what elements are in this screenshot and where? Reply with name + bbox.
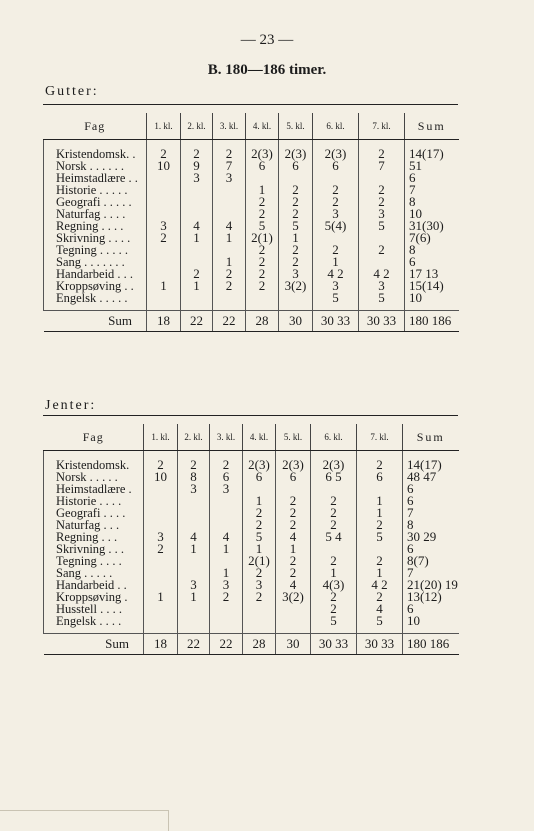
hours-cell: 2 [243,507,276,519]
subject-cell: Engelsk . . . . [44,615,144,634]
subject-cell: Naturfag . . . [44,519,144,531]
hours-cell: 2(3) [276,451,311,472]
hours-cell: 2 [357,519,403,531]
subject-cell: Norsk . . . . . [44,471,144,483]
total-cell: 22 [181,311,213,332]
hours-cell: 2 [210,591,243,603]
hours-cell: 2 [279,244,313,256]
table-row [44,140,459,161]
header-class: 4. kl. [243,424,276,451]
hours-cell [147,172,181,184]
header-class: 2. kl. [178,424,210,451]
hours-cell: 5 [357,531,403,543]
hours-cell: 3 [210,579,243,591]
sum-cell: 6 [405,256,459,268]
hours-cell: 4 [276,531,311,543]
hours-cell: 2 [313,244,359,256]
total-row [44,634,459,655]
hours-cell: 6 [279,160,313,172]
hours-cell [243,615,276,634]
subject-cell: Kroppsøving . . [44,280,147,292]
hours-cell [178,603,210,615]
hours-cell: 2 [213,280,246,292]
hours-cell: 3 [144,531,178,543]
hours-cell: 2 [213,268,246,280]
hours-cell: 3 [279,268,313,280]
hours-cell [144,555,178,567]
hours-cell: 2 [311,507,357,519]
sum-cell: 6 [405,172,459,184]
hours-cell [246,292,279,311]
subject-cell: Heimstadlære . [44,483,144,495]
hours-cell: 2 [210,451,243,472]
total-cell: 18 [147,311,181,332]
section-title-gutter: Gutter: [45,84,99,99]
hours-cell [213,292,246,311]
hours-cell: 6 [246,160,279,172]
total-cell: 22 [210,634,243,655]
page-number: — 23 — [240,32,294,48]
total-cell: 30 33 [357,634,403,655]
header-class: 5. kl. [279,113,313,140]
hours-cell [178,495,210,507]
hours-cell: 2 [276,555,311,567]
hours-cell: 7 [213,160,246,172]
hours-cell: 2 [246,256,279,268]
sum-cell: 8 [405,196,459,208]
sum-cell: 8(7) [403,555,459,567]
sum-cell: 10 [405,208,459,220]
hours-cell [178,615,210,634]
sum-cell: 51 [405,160,459,172]
sum-cell: 17 13 [405,268,459,280]
hours-cell: 5(4) [313,220,359,232]
hours-cell [243,603,276,615]
hours-cell: 2 [311,591,357,603]
hours-cell: 3 [359,208,405,220]
hours-cell: 3 [147,220,181,232]
table-row [44,451,459,472]
subject-cell: Husstell . . . . [44,603,144,615]
hours-cell: 2 [276,519,311,531]
hours-cell: 2 [279,196,313,208]
hours-cell [147,196,181,208]
hours-cell: 1 [210,567,243,579]
hours-cell: 2 [246,196,279,208]
hours-cell: 2 [357,451,403,472]
hours-cell: 5 [357,615,403,634]
hours-cell: 1 [357,507,403,519]
subject-cell: Geografi . . . . [44,507,144,519]
total-label: Sum [44,634,144,655]
hours-cell: 2 [144,543,178,555]
subject-cell: Sang . . . . . [44,567,144,579]
header-class: 2. kl. [181,113,213,140]
hours-cell: 3 [178,483,210,495]
hours-cell: 2 [243,519,276,531]
subject-cell: Historie . . . . . [44,184,147,196]
hours-cell [210,495,243,507]
hours-cell: 2 [357,555,403,567]
hours-cell: 1 [181,280,213,292]
hours-cell: 3(2) [276,591,311,603]
hours-cell: 2 [359,244,405,256]
hours-cell: 2(1) [246,232,279,244]
header-class: 7. kl. [357,424,403,451]
subject-cell: Handarbeid . . . [44,268,147,280]
page-edge-mark [0,810,169,831]
sum-cell: 8 [405,244,459,256]
hours-cell: 7 [359,160,405,172]
hours-cell: 3 [359,280,405,292]
hours-cell: 6 5 [311,471,357,483]
subject-cell: Kristendomsk. [44,451,144,472]
top-rule [43,104,458,105]
hours-cell: 2(3) [243,451,276,472]
hours-cell: 9 [181,160,213,172]
sum-cell: 6 [403,543,459,555]
hours-cell: 4(3) [311,579,357,591]
hours-cell: 1 [243,495,276,507]
hours-cell: 2 [276,495,311,507]
hours-cell: 5 [243,531,276,543]
hours-cell: 2 [359,140,405,161]
total-cell: 30 33 [359,311,405,332]
hours-cell: 1 [178,591,210,603]
hours-cell: 2 [276,507,311,519]
subject-cell: Historie . . . . [44,495,144,507]
hours-cell: 6 [276,471,311,483]
header-class: 3. kl. [213,113,246,140]
hours-cell: 5 [359,292,405,311]
hours-cell: 4 2 [357,579,403,591]
header-class: 5. kl. [276,424,311,451]
hours-cell [147,256,181,268]
hours-cell: 6 [357,471,403,483]
hours-cell: 2 [313,184,359,196]
hours-cell: 1 [210,543,243,555]
hours-cell: 4 [181,220,213,232]
hours-cell: 2(3) [279,140,313,161]
hours-cell: 2 [279,184,313,196]
table-header-row [44,113,459,140]
hours-cell: 2 [144,451,178,472]
hours-cell: 1 [246,184,279,196]
total-cell: 22 [213,311,246,332]
hours-cell: 2(3) [313,140,359,161]
hours-cell: 2 [357,591,403,603]
total-cell: 30 [276,634,311,655]
total-sum: 180 186 [403,634,459,655]
hours-cell: 1 [243,543,276,555]
hours-cell [181,244,213,256]
sum-cell: 7 [403,507,459,519]
sum-cell: 6 [403,603,459,615]
hours-cell [144,495,178,507]
hours-cell: 6 [210,471,243,483]
hours-cell [147,184,181,196]
header-class: 4. kl. [246,113,279,140]
table-row [44,292,459,311]
hours-cell [144,567,178,579]
header-class: 6. kl. [311,424,357,451]
total-cell: 30 [279,311,313,332]
subject-cell: Skrivning . . . . [44,232,147,244]
header-class: 1. kl. [147,113,181,140]
subject-cell: Skrivning . . . [44,543,144,555]
header-fag: Fag [44,113,147,140]
hours-cell: 1 [279,232,313,244]
header-sum: Sum [403,424,459,451]
hours-cell: 8 [178,471,210,483]
hours-cell [147,292,181,311]
hours-cell: 10 [147,160,181,172]
total-label: Sum [44,311,147,332]
hours-cell: 1 [313,256,359,268]
subject-cell: Regning . . . [44,531,144,543]
hours-cell: 5 [311,615,357,634]
hours-cell [181,196,213,208]
hours-cell: 2 [213,140,246,161]
hours-cell: 2 [311,519,357,531]
hours-cell: 1 [181,232,213,244]
header-class: 6. kl. [313,113,359,140]
hours-cell: 4 2 [313,268,359,280]
subject-cell: Geografi . . . . . [44,196,147,208]
section-title-jenter: Jenter: [45,398,97,413]
hours-cell [276,603,311,615]
hours-cell: 1 [213,232,246,244]
sum-cell: 30 29 [403,531,459,543]
hours-cell: 1 [311,567,357,579]
hours-cell [213,184,246,196]
hours-cell: 3 [213,172,246,184]
hours-cell: 2 [181,268,213,280]
hours-cell: 2 [246,280,279,292]
subject-cell: Kristendomsk. . [44,140,147,161]
total-cell: 30 33 [313,311,359,332]
hours-cell: 1 [178,543,210,555]
subject-cell: Norsk . . . . . . [44,160,147,172]
subject-cell: Heimstadlære . . [44,172,147,184]
hours-cell: 2 [181,140,213,161]
hours-cell: 2 [243,591,276,603]
hours-cell: 2 [246,244,279,256]
total-sum: 180 186 [405,311,459,332]
sum-cell: 6 [403,483,459,495]
hours-cell: 2 [311,495,357,507]
hours-cell: 2 [246,268,279,280]
sum-cell: 15(14) [405,280,459,292]
hours-cell: 2 [276,567,311,579]
hours-cell: 5 [359,220,405,232]
hours-cell: 2 [311,603,357,615]
hours-cell: 2 [311,555,357,567]
hours-cell: 2 [243,567,276,579]
sum-cell: 6 [403,495,459,507]
hours-cell [210,507,243,519]
hours-cell: 1 [147,280,181,292]
sum-cell: 10 [403,615,459,634]
hours-cell: 3 [313,208,359,220]
hours-cell: 2(1) [243,555,276,567]
hours-cell: 4 [357,603,403,615]
sum-cell: 10 [405,292,459,311]
timetable-gutter [43,113,459,332]
hours-cell: 2 [279,256,313,268]
total-cell: 28 [246,311,279,332]
hours-cell [276,615,311,634]
subject-cell: Tegning . . . . [44,555,144,567]
hours-cell [178,507,210,519]
header-class: 3. kl. [210,424,243,451]
sum-cell: 14(17) [405,140,459,161]
hours-cell: 1 [213,256,246,268]
hours-cell: 3 [178,579,210,591]
hours-cell: 4 [178,531,210,543]
hours-cell: 1 [276,543,311,555]
page-heading: B. 180—186 timer. [207,62,327,78]
sum-cell: 48 47 [403,471,459,483]
table-header-row [44,424,459,451]
subject-cell: Kroppsøving . [44,591,144,603]
hours-cell: 5 [313,292,359,311]
hours-cell: 2 [313,196,359,208]
sum-cell: 31(30) [405,220,459,232]
hours-cell [144,507,178,519]
hours-cell: 5 [279,220,313,232]
hours-cell: 6 [313,160,359,172]
hours-cell [181,184,213,196]
sum-cell: 7(6) [405,232,459,244]
sum-cell: 7 [405,184,459,196]
hours-cell [178,555,210,567]
total-row [44,311,459,332]
top-rule [43,415,458,416]
hours-cell: 2(3) [246,140,279,161]
sum-cell: 21(20) 19 [403,579,459,591]
table-row [44,615,459,634]
hours-cell: 4 [210,531,243,543]
hours-cell: 1 [144,591,178,603]
header-class: 7. kl. [359,113,405,140]
hours-cell: 6 [243,471,276,483]
hours-cell: 3 [210,483,243,495]
subject-cell: Tegning . . . . . [44,244,147,256]
hours-cell: 2 [147,232,181,244]
header-sum: Sum [405,113,459,140]
subject-cell: Engelsk . . . . . [44,292,147,311]
hours-cell [144,483,178,495]
sum-cell: 14(17) [403,451,459,472]
hours-cell: 3 [243,579,276,591]
hours-cell [181,292,213,311]
subject-cell: Regning . . . . [44,220,147,232]
hours-cell: 2 [359,184,405,196]
hours-cell: 10 [144,471,178,483]
subject-cell: Sang . . . . . . . [44,256,147,268]
hours-cell: 2 [246,208,279,220]
sum-cell: 13(12) [403,591,459,603]
hours-cell: 2 [178,451,210,472]
subject-cell: Naturfag . . . . [44,208,147,220]
hours-cell [213,196,246,208]
hours-cell [210,615,243,634]
hours-cell [144,603,178,615]
subject-cell: Handarbeid . . [44,579,144,591]
hours-cell: 5 4 [311,531,357,543]
hours-cell: 5 [246,220,279,232]
hours-cell: 3 [181,172,213,184]
hours-cell: 2 [279,208,313,220]
sum-cell: 7 [403,567,459,579]
total-cell: 28 [243,634,276,655]
hours-cell: 1 [357,567,403,579]
hours-cell: 2 [359,196,405,208]
hours-cell: 4 [213,220,246,232]
hours-cell: 2 [147,140,181,161]
hours-cell [147,244,181,256]
hours-cell: 4 2 [359,268,405,280]
header-fag: Fag [44,424,144,451]
hours-cell: 1 [357,495,403,507]
hours-cell: 4 [276,579,311,591]
hours-cell [210,603,243,615]
hours-cell [279,292,313,311]
sum-cell: 8 [403,519,459,531]
hours-cell: 3 [313,280,359,292]
header-class: 1. kl. [144,424,178,451]
total-cell: 18 [144,634,178,655]
hours-cell: 2(3) [311,451,357,472]
timetable-jenter [43,424,459,655]
hours-cell: 3(2) [279,280,313,292]
hours-cell [144,615,178,634]
total-cell: 22 [178,634,210,655]
total-cell: 30 33 [311,634,357,655]
